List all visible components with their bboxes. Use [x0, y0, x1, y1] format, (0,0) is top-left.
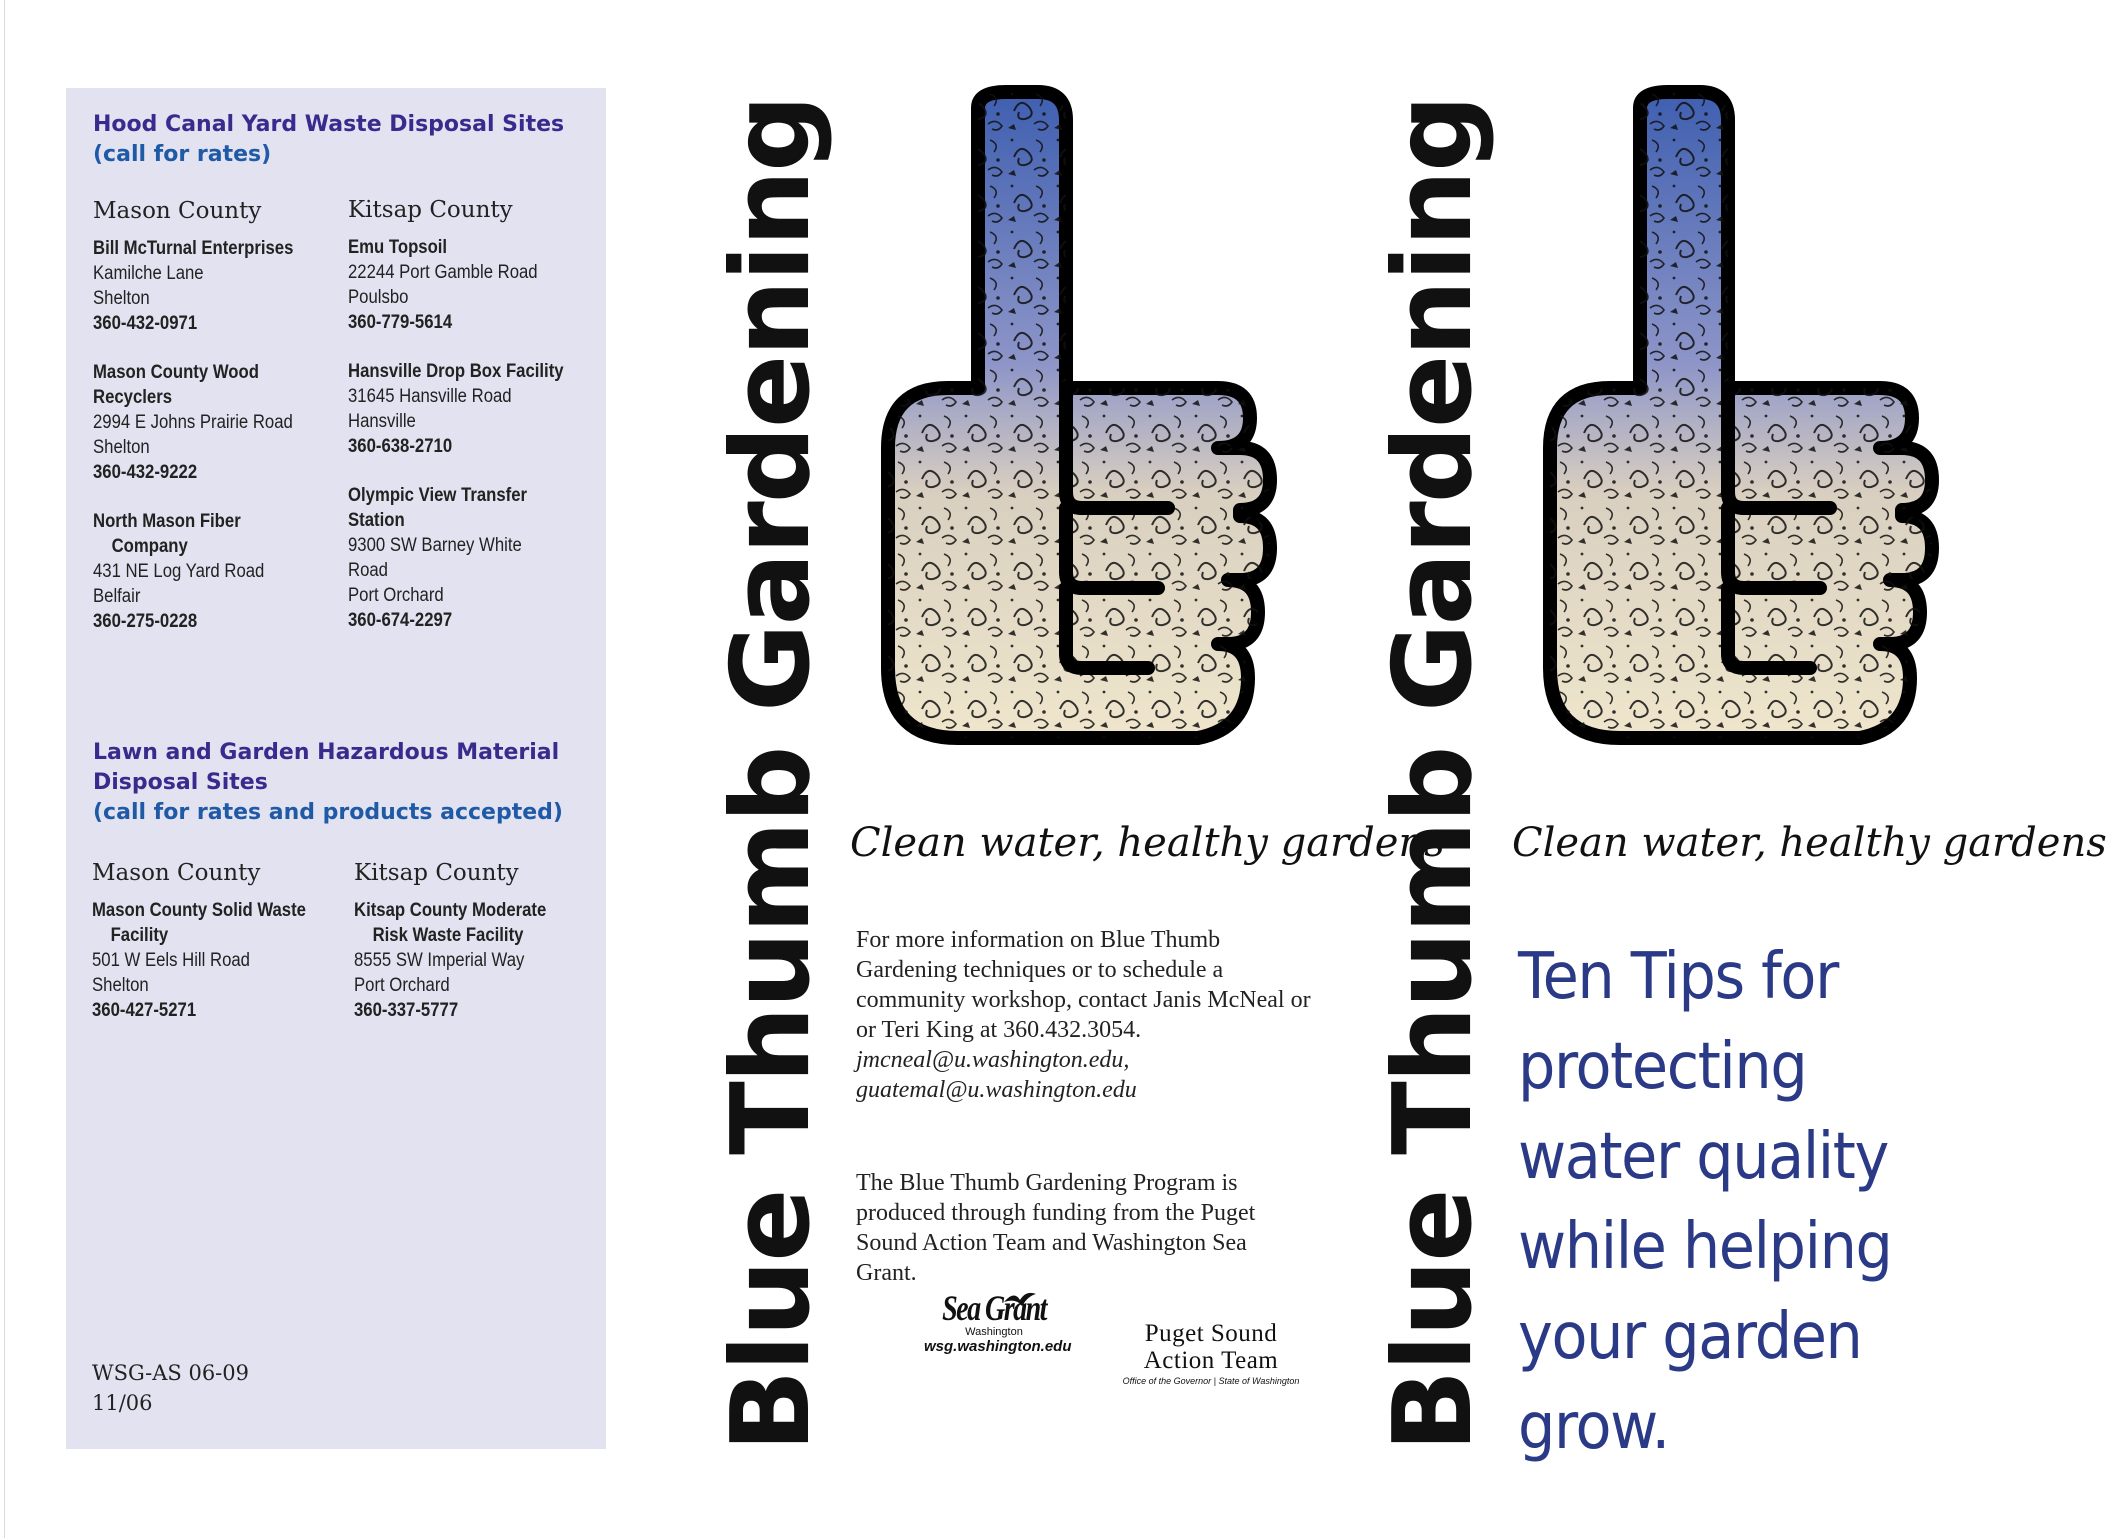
- site-name: Emu Topsoil: [348, 237, 448, 258]
- tips-line: while helping: [1518, 1210, 1892, 1284]
- site-name: Mason County Wood Recyclers: [93, 362, 264, 408]
- brochure-title: Blue Thumb Gardening: [709, 96, 834, 1452]
- yard-waste-kitsap-column: [348, 197, 598, 657]
- site-name: Bill McTurnal Enterprises: [93, 238, 294, 259]
- tagline-right: Clean water, healthy gardens: [1512, 820, 2107, 866]
- hazardous-title: Lawn and Garden Hazardous Material Disposal Sites: [93, 740, 560, 795]
- kitsap-county-heading: Kitsap County: [348, 197, 513, 223]
- site-phone: 360-275-0228: [93, 611, 198, 632]
- cover-title: Blue Thumb Gardening: [1371, 96, 1496, 1452]
- site-city: Shelton: [93, 288, 150, 309]
- site-phone: 360-427-5271: [92, 1000, 197, 1021]
- site-address: Kamilche Lane: [93, 263, 204, 284]
- publication-number: [92, 1358, 249, 1418]
- site-phone: 360-779-5614: [348, 312, 453, 333]
- email-mcneal: jmcneal@u.washington.edu,: [856, 1047, 1130, 1073]
- email-king: guatemal@u.washington.edu: [856, 1077, 1137, 1103]
- psat-subtitle: Office of the Governor | State of Washington: [1122, 1376, 1300, 1386]
- contact-info: [856, 925, 1326, 1105]
- site-city: Hansville: [348, 411, 416, 432]
- site-phone: 360-638-2710: [348, 436, 453, 457]
- site-name: Mason County Solid Waste Facility: [92, 900, 306, 946]
- site-phone: 360-337-5777: [354, 1000, 459, 1021]
- tagline-middle: Clean water, healthy gardens: [850, 820, 1445, 866]
- yard-waste-subtitle: (call for rates): [93, 142, 272, 167]
- tips-line: your garden: [1518, 1300, 1862, 1374]
- site-name: Kitsap County Moderate Risk Waste Facility: [354, 900, 547, 946]
- pub-date: 11/06: [92, 1391, 153, 1415]
- tips-line: grow.: [1518, 1390, 1669, 1464]
- site-phone: 360-432-0971: [93, 313, 198, 334]
- yard-waste-title: Hood Canal Yard Waste Disposal Sites: [93, 112, 565, 137]
- site-address: 22244 Port Gamble Road: [348, 262, 538, 283]
- yard-waste-heading: [93, 110, 564, 170]
- psat-line2: Action Team: [1143, 1347, 1279, 1374]
- contact-text: For more information on Blue Thumb Gardening techniques or to schedule a community workshop, contact Janis McNeal or or Teri King at 360.432.3054.: [856, 927, 1311, 1043]
- tips-line: Ten Tips for: [1518, 940, 1838, 1014]
- hazardous-heading: [93, 738, 563, 828]
- yard-waste-mason-column: [93, 198, 343, 658]
- site-name: North Mason Fiber Company: [93, 511, 241, 557]
- site-city: Port Orchard: [348, 585, 444, 606]
- mason-county-heading: Mason County: [93, 198, 262, 224]
- site-address: 31645 Hansville Road: [348, 386, 512, 407]
- site-address: 9300 SW Barney White: [348, 535, 522, 556]
- sea-grant-url: wsg.washington.edu: [924, 1338, 1072, 1355]
- site-city: Shelton: [93, 437, 150, 458]
- site-entry: [93, 236, 343, 336]
- ten-tips-headline: [1518, 932, 1923, 1472]
- funding-statement: The Blue Thumb Gardening Program is produced through funding from the Puget Sound Action Team and Washington Sea Grant.: [856, 1170, 1256, 1286]
- tips-line: protecting: [1518, 1030, 1807, 1104]
- site-entry: [92, 898, 342, 1023]
- site-address: 8555 SW Imperial Way: [354, 950, 525, 971]
- site-address-line2: Road: [348, 560, 388, 581]
- mason-county-heading: Mason County: [92, 860, 261, 886]
- site-entry: [348, 235, 598, 335]
- disposal-sites-panel: [66, 88, 606, 1449]
- site-phone: 360-674-2297: [348, 610, 453, 631]
- site-address: 2994 E Johns Prairie Road: [93, 412, 293, 433]
- site-entry: [348, 483, 598, 633]
- kitsap-county-heading: Kitsap County: [354, 860, 519, 886]
- site-city: Belfair: [93, 586, 141, 607]
- site-name: Hansville Drop Box Facility: [348, 361, 564, 382]
- psat-line1: Puget Sound: [1144, 1320, 1278, 1347]
- sea-grant-logo: [924, 1288, 1072, 1355]
- hazardous-kitsap-column: [354, 860, 604, 1047]
- pub-number: WSG-AS 06-09: [92, 1361, 249, 1385]
- site-address: 431 NE Log Yard Road: [93, 561, 265, 582]
- sea-grant-state: Washington: [965, 1326, 1023, 1338]
- hazardous-subtitle: (call for rates and products accepted): [93, 800, 563, 825]
- site-city: Poulsbo: [348, 287, 409, 308]
- thumbs-up-icon: [1530, 88, 1970, 798]
- site-entry: [348, 359, 598, 459]
- puget-sound-action-team-logo: [1116, 1320, 1306, 1386]
- site-address: 501 W Eels Hill Road: [92, 950, 250, 971]
- site-entry: [93, 509, 343, 634]
- site-phone: 360-432-9222: [93, 462, 198, 483]
- sea-grant-name: Sea Grant: [942, 1288, 1046, 1328]
- site-name: Olympic View Transfer Station: [348, 485, 532, 531]
- thumbs-up-icon: [868, 88, 1308, 798]
- site-city: Shelton: [92, 975, 149, 996]
- site-city: Port Orchard: [354, 975, 450, 996]
- tips-line: water quality: [1518, 1120, 1888, 1194]
- site-entry: [93, 360, 343, 485]
- hazardous-mason-column: [92, 860, 342, 1047]
- site-entry: [354, 898, 604, 1023]
